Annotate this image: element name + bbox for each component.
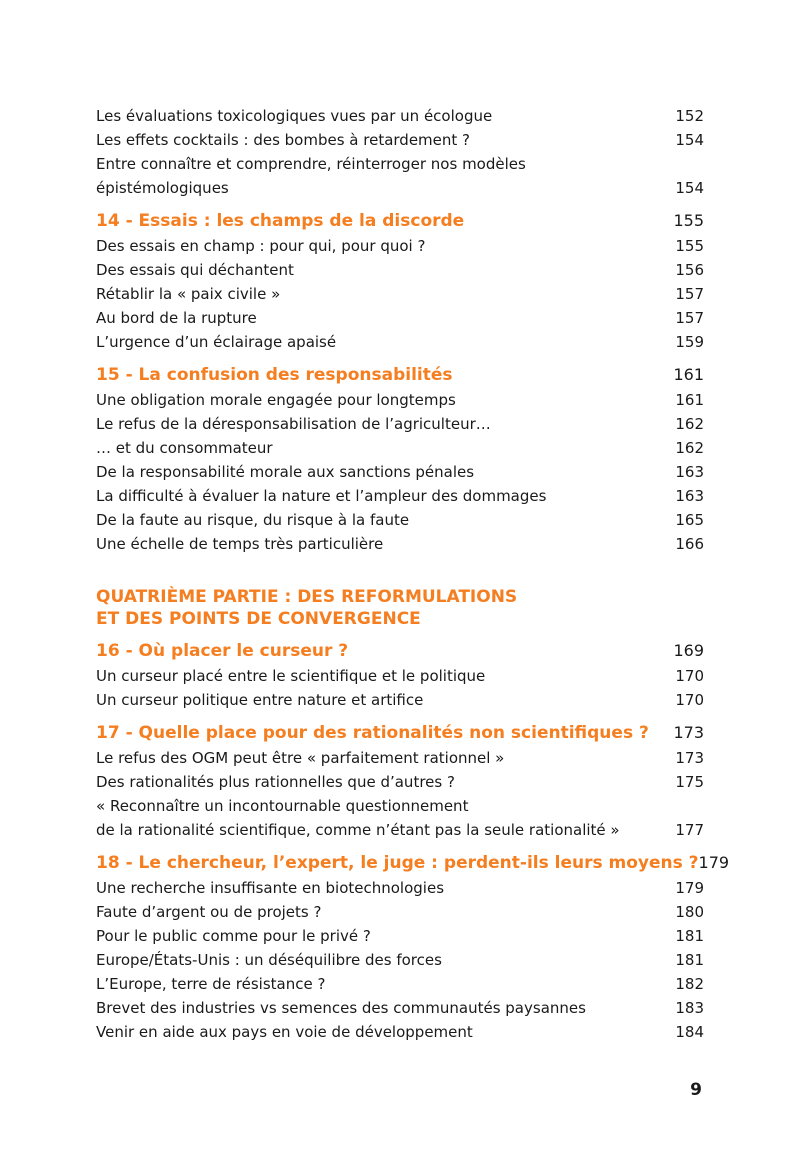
entry-title: Venir en aide aux pays en voie de développement <box>96 1023 473 1041</box>
entry-title: Un curseur placé entre le scientifique et le politique <box>96 667 486 685</box>
page-ref: 162 <box>675 415 704 433</box>
toc-entry <box>96 508 704 532</box>
entry-title: L’urgence d’un éclairage apaisé <box>96 333 337 351</box>
toc-entry <box>96 770 704 794</box>
entry-title: De la responsabilité morale aux sanctions pénales <box>96 463 475 481</box>
toc-entry <box>96 996 704 1020</box>
toc-entry <box>96 388 704 412</box>
toc-entry <box>96 484 704 508</box>
toc-entry <box>96 924 704 948</box>
chapter-title: 18 - Le chercheur, l’expert, le juge : perdent-ils leurs moyens ? <box>96 853 699 873</box>
entry-title: … et du consommateur <box>96 439 273 457</box>
page-ref: 182 <box>675 975 704 993</box>
toc-entry <box>96 282 704 306</box>
page-ref: 173 <box>673 723 704 742</box>
page-ref: 161 <box>673 365 704 384</box>
page-ref: 159 <box>675 333 704 351</box>
toc-entry <box>96 330 704 354</box>
toc-entry <box>96 972 704 996</box>
page-ref: 166 <box>675 535 704 553</box>
toc-entry <box>96 258 704 282</box>
toc-entry <box>96 460 704 484</box>
chapter-entry <box>96 720 704 746</box>
entry-title: De la faute au risque, du risque à la faute <box>96 511 410 529</box>
page-ref: 175 <box>675 773 704 791</box>
toc-entry <box>96 234 704 258</box>
toc-entry <box>96 688 704 712</box>
entry-title: Rétablir la « paix civile » <box>96 285 281 303</box>
page-ref: 165 <box>675 511 704 529</box>
entry-title: Des essais qui déchantent <box>96 261 294 279</box>
part-heading: QUATRIÈME PARTIE : DES REFORMULATIONS ET DES POINTS DE CONVERGENCE <box>96 587 518 629</box>
entry-title: Une obligation morale engagée pour longtemps <box>96 391 456 409</box>
entry-title: Des rationalités plus rationnelles que d’autres ? <box>96 773 455 791</box>
page-ref: 154 <box>675 179 704 197</box>
entry-title: Au bord de la rupture <box>96 309 257 327</box>
toc-entry <box>96 794 704 842</box>
page-ref: 156 <box>675 261 704 279</box>
toc-entry <box>96 876 704 900</box>
page-ref: 163 <box>675 463 704 481</box>
toc-entry <box>96 532 704 556</box>
toc-entry <box>96 152 704 200</box>
chapter-entry <box>96 638 704 664</box>
entry-title: Pour le public comme pour le privé ? <box>96 927 371 945</box>
chapter-title: 15 - La confusion des responsabilités <box>96 365 453 385</box>
chapter-title: 16 - Où placer le curseur ? <box>96 641 349 661</box>
chapter-title: 14 - Essais : les champs de la discorde <box>96 211 465 231</box>
entry-title-line2: épistémologiques <box>96 179 229 197</box>
page-ref: 162 <box>675 439 704 457</box>
toc-entry <box>96 900 704 924</box>
page-ref: 183 <box>675 999 704 1017</box>
page-ref: 161 <box>675 391 704 409</box>
toc-entry <box>96 436 704 460</box>
page-ref: 177 <box>675 821 704 839</box>
page-ref: 163 <box>675 487 704 505</box>
entry-title: Les effets cocktails : des bombes à retardement ? <box>96 131 471 149</box>
entry-title: Brevet des industries vs semences des communautés paysannes <box>96 999 586 1017</box>
entry-title: Les évaluations toxicologiques vues par un écologue <box>96 107 493 125</box>
page-ref: 170 <box>675 667 704 685</box>
entry-title <box>96 794 620 842</box>
entry-title: Une recherche insuffisante en biotechnologies <box>96 879 445 897</box>
entry-title: Le refus de la déresponsabilisation de l’agriculteur… <box>96 415 491 433</box>
chapter-entry <box>96 362 704 388</box>
entry-title: Une échelle de temps très particulière <box>96 535 384 553</box>
page-ref: 155 <box>675 237 704 255</box>
toc-entry <box>96 948 704 972</box>
page-number: 9 <box>690 1080 702 1100</box>
chapter-entry <box>96 850 730 876</box>
page-ref: 184 <box>675 1023 704 1041</box>
page-ref: 180 <box>675 903 704 921</box>
entry-title: Faute d’argent ou de projets ? <box>96 903 322 921</box>
page-ref: 179 <box>698 853 730 872</box>
page-ref: 181 <box>675 951 704 969</box>
toc-entry <box>96 104 704 128</box>
entry-title: Europe/États-Unis : un déséquilibre des forces <box>96 951 442 969</box>
entry-title-line1: Entre connaître et comprendre, réinterroger nos modèles <box>96 155 526 173</box>
page-ref: 173 <box>675 749 704 767</box>
toc-entry <box>96 664 704 688</box>
page-ref: 181 <box>675 927 704 945</box>
page-ref: 170 <box>675 691 704 709</box>
chapter-entry <box>96 208 704 234</box>
page-ref: 179 <box>675 879 704 897</box>
table-of-contents <box>96 104 730 1044</box>
page-ref: 169 <box>673 641 704 660</box>
toc-entry <box>96 128 704 152</box>
entry-title: Un curseur politique entre nature et artifice <box>96 691 424 709</box>
toc-entry <box>96 1020 704 1044</box>
page-ref: 157 <box>675 309 704 327</box>
page-ref: 155 <box>673 211 704 230</box>
page-ref: 152 <box>675 107 704 125</box>
entry-title-line1: « Reconnaître un incontournable questionnement <box>96 797 469 815</box>
entry-title: L’Europe, terre de résistance ? <box>96 975 326 993</box>
toc-entry <box>96 746 704 770</box>
entry-title <box>96 152 526 200</box>
entry-title-line2: de la rationalité scientifique, comme n’étant pas la seule rationalité » <box>96 821 620 839</box>
entry-title: Des essais en champ : pour qui, pour quoi ? <box>96 237 426 255</box>
entry-title: Le refus des OGM peut être « parfaitement rationnel » <box>96 749 505 767</box>
entry-title: La difficulté à évaluer la nature et l’ampleur des dommages <box>96 487 547 505</box>
chapter-title: 17 - Quelle place pour des rationalités non scientifiques ? <box>96 723 649 743</box>
page-ref: 154 <box>675 131 704 149</box>
toc-entry <box>96 412 704 436</box>
page-ref: 157 <box>675 285 704 303</box>
toc-entry <box>96 306 704 330</box>
